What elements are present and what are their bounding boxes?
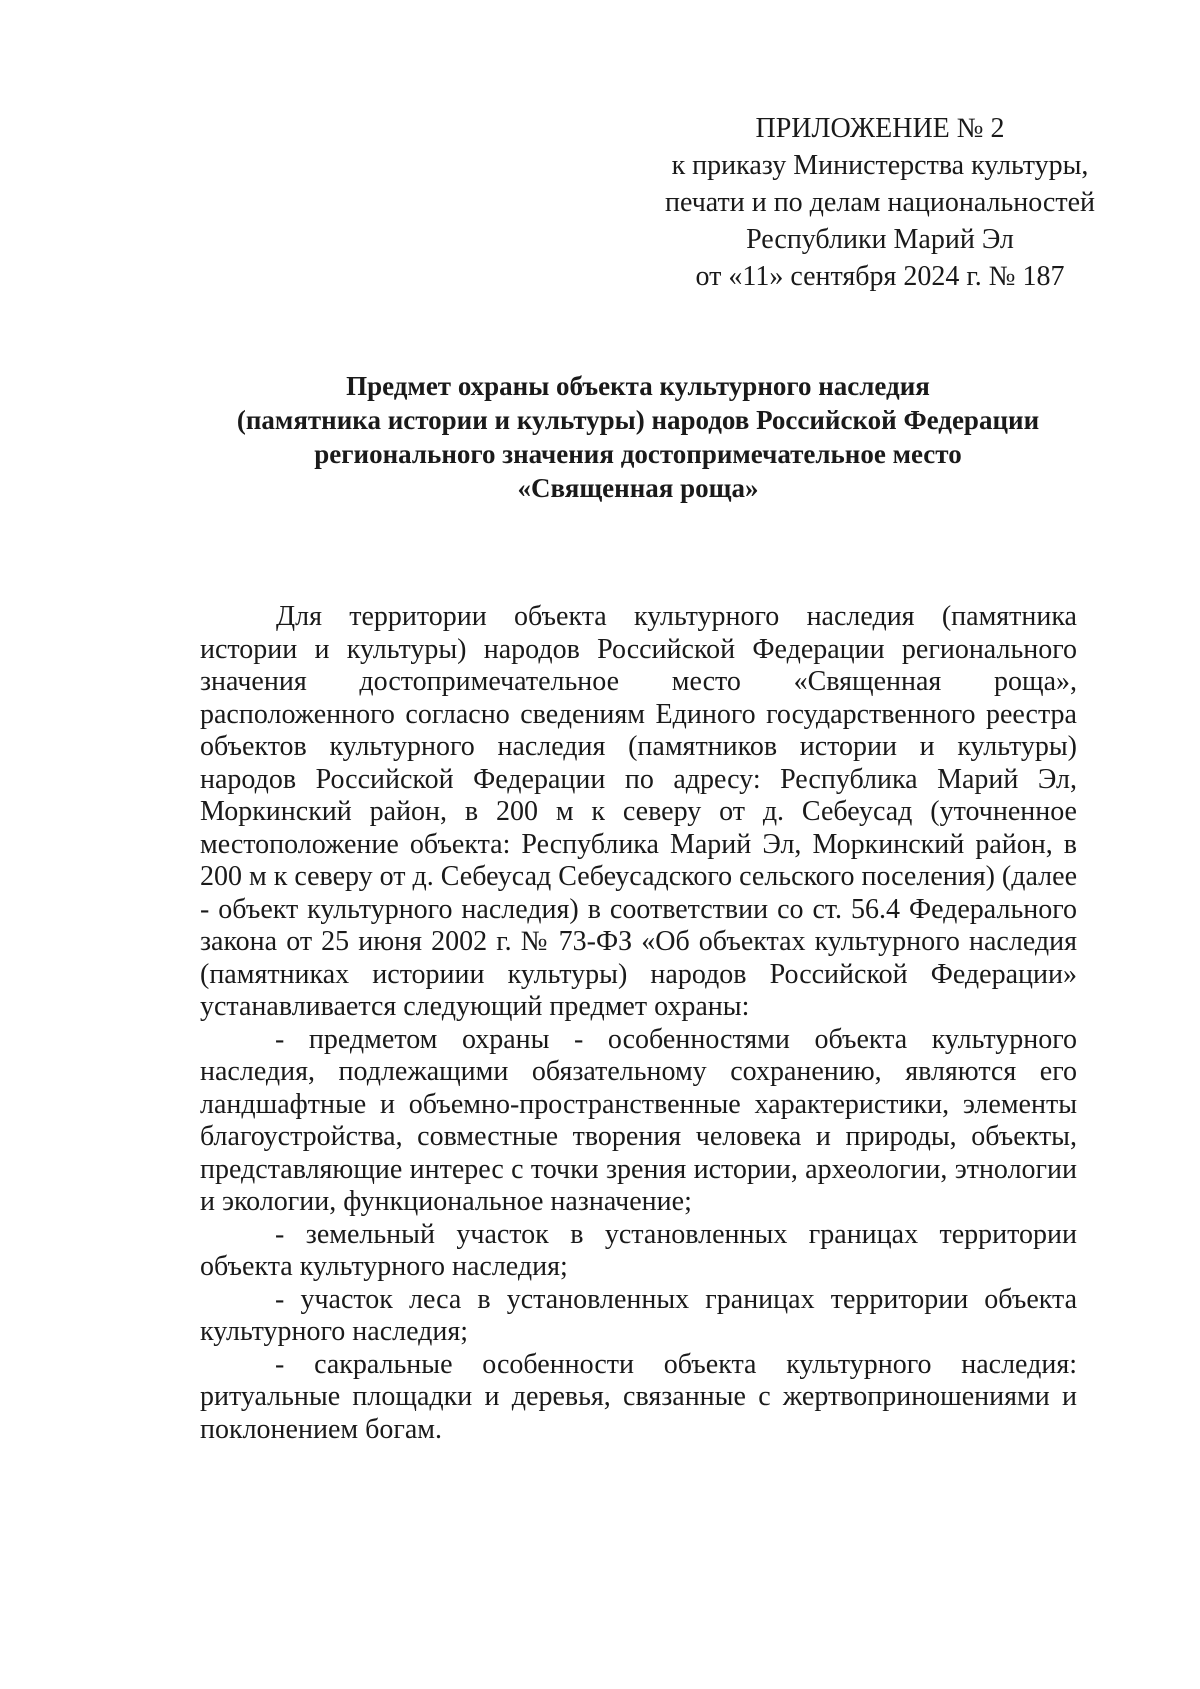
appendix-line-republic: Республики Марий Эл (746, 224, 1014, 255)
list-item: - сакральные особенности объекта культурного наследия: ритуальные площадки и деревья, связанные с жертвоприношениями и поклонением богам. (200, 1348, 1077, 1445)
document-title (198, 369, 1078, 505)
title-line: регионального значения достопримечательное место (314, 439, 962, 469)
title-line: «Священная роща» (517, 473, 759, 503)
appendix-header (640, 110, 1120, 295)
appendix-number: ПРИЛОЖЕНИЕ № 2 (755, 113, 1005, 144)
intro-paragraph: Для территории объекта культурного наследия (памятника истории и культуры) народов Российской Федерации регионального значения достопримечательное место «Священная роща», расположенного согласно сведениям Единого государственного реестра объектов культурного наследия (памятников истории и культуры) народов Российской Федерации по адресу: Республика Марий Эл, Моркинский район, в 200 м к северу от д. Себеусад (уточненное местоположение объекта: Республика Марий Эл, Моркинский район, в 200 м к северу от д. Себеусад Себеусадского сельского поселения) (далее - объект культурного наследия) в соответствии со ст. 56.4 Федерального закона от 25 июня 2002 г. № 73-ФЗ «Об объектах культурного наследия (памятниках историии культуры) народов Российской Федерации» устанавливается следующий предмет охраны: (200, 601, 1077, 1022)
list-item: - земельный участок в установленных границах территории объекта культурного наследия; (200, 1218, 1077, 1282)
title-line: Предмет охраны объекта культурного наследия (346, 371, 930, 401)
list-item: - предметом охраны - особенностями объекта культурного наследия, подлежащими обязательному сохранению, являются его ландшафтные и объемно-пространственные характеристики, элементы благоустройства, совместные творения человека и природы, объекты, представляющие интерес с точки зрения истории, археологии, этнологии и экологии, функциональное назначение; (200, 1023, 1077, 1217)
appendix-line-ministry: печати и по делам национальностей (664, 187, 1096, 218)
title-line: (памятника истории и культуры) народов Российской Федерации (236, 405, 1040, 435)
appendix-line-order: к приказу Министерства культуры, (671, 150, 1089, 181)
appendix-line-date: от «11» сентября 2024 г. № 187 (695, 261, 1065, 292)
document-body (200, 601, 1077, 1446)
list-item: - участок леса в установленных границах территории объекта культурного наследия; (200, 1283, 1077, 1347)
